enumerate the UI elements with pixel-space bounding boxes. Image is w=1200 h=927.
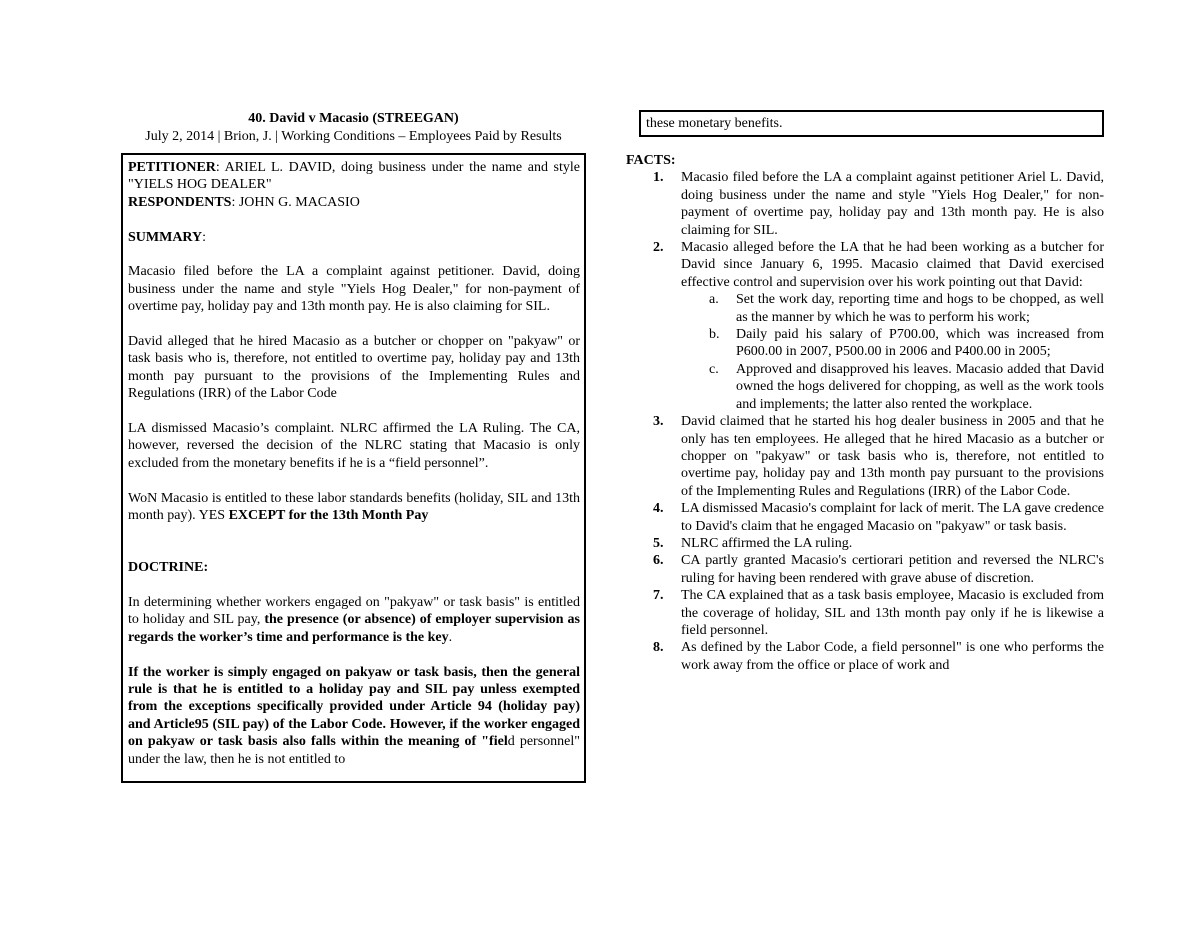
doctrine-p2-bold: If the worker is simply engaged on pakyaw or task basis, then the general rule is that he is entitled to a holiday pay and SIL pay unless exempted from the exceptions specifically provided under Article 94 (holiday pay) and Article95 (SIL pay) of the Labor Code. However, if the worker engaged on pakyaw or task basis also falls within the meaning of "fiel <box>128 664 580 750</box>
doctrine-p2-text: d personnel" under the law, then he is not entitled to <box>128 734 580 767</box>
subitem-letter: b. <box>709 327 720 343</box>
right-column <box>626 110 1104 674</box>
subitem-letter: a. <box>709 292 719 308</box>
subitem-text: Approved and disapproved his leaves. Macasio added that David owned the hogs delivered for chopping, as well as the work tools and implements; the latter also rented the workplace. <box>736 361 1104 412</box>
case-subtitle: July 2, 2014 | Brion, J. | Working Conditions – Employees Paid by Results <box>145 129 562 144</box>
summary-paragraph-2: David alleged that he hired Macasio as a butcher or chopper on "pakyaw" or task basis who is, therefore, not entitled to overtime pay, holiday pay and 13th month pay pursuant to the provisions of the Implementing Rules and Regulations (IRR) of the Labor Code <box>128 334 580 402</box>
fact-number: 3. <box>653 414 664 430</box>
summary-heading <box>128 229 580 246</box>
left-column <box>121 110 586 783</box>
doctrine-heading <box>128 559 580 576</box>
facts-list <box>626 169 1104 674</box>
respondents-label: RESPONDENTS <box>128 194 232 210</box>
fact-number: 1. <box>653 170 664 186</box>
case-title: 40. David v Macasio (STREEGAN) <box>248 111 459 126</box>
fact-subitem <box>681 361 1104 413</box>
doctrine-p1-end: . <box>448 629 453 645</box>
issue-text: WoN Macasio is entitled to these labor standards benefits (holiday, SIL and 13th month pay). YES <box>128 490 580 524</box>
fact-item <box>626 535 1104 552</box>
fact-number: 5. <box>653 535 664 551</box>
fact-text: Macasio filed before the LA a complaint against petitioner Ariel L. David, doing business under the name and style "Yiels Hog Dealer," for non-payment of overtime pay, holiday pay and 13th month pay. He is also claiming for SIL. <box>681 170 1104 238</box>
petitioner-value: : ARIEL L. DAVID, doing business under the name and style "YIELS HOG DEALER" <box>128 160 580 193</box>
fact-number: 8. <box>653 640 664 656</box>
fact-item <box>626 413 1104 500</box>
doctrine-p1-bold: the presence (or absence) of employer supervision as regards the worker’s time and performance is the key <box>128 612 580 645</box>
fact-text: Macasio alleged before the LA that he had been working as a butcher for David since January 6, 1995. Macasio claimed that David exercised effective control and supervision over his work pointing out that David: <box>681 240 1104 290</box>
facts-heading: FACTS: <box>626 153 676 168</box>
doctrine-paragraph-2 <box>128 664 580 768</box>
fact-text: David claimed that he started his hog dealer business in 2005 and that he only has ten employees. He alleged that he hired Macasio as a butcher or chopper on "pakyaw" or task basis who is, therefore, not entitled to overtime pay, holiday pay and 13th month pay pursuant to the provisions of the Implementing Rules and Regulations (IRR) of the Labor Code. <box>681 414 1104 499</box>
fact-text: CA partly granted Macasio's certiorari petition and reversed the NLRC's ruling for having been rendered with grave abuse of discretion. <box>681 553 1104 586</box>
respondents-value: : JOHN G. MACASIO <box>231 194 360 210</box>
doctrine-paragraph-1 <box>128 594 580 646</box>
subitem-text: Daily paid his salary of P700.00, which was increased from P600.00 in 2007, P500.00 in 2006 and P400.00 in 2005; <box>736 327 1104 360</box>
doctrine-label: DOCTRINE: <box>128 560 209 576</box>
fact-number: 2. <box>653 240 664 256</box>
summary-box <box>121 153 586 783</box>
doctrine-p1-text: In determining whether workers engaged on "pakyaw" or task basis" is entitled to holiday and SIL pay, <box>128 595 580 628</box>
fact-item <box>626 500 1104 535</box>
fact-number: 6. <box>653 553 664 569</box>
fact-sublist <box>681 291 1104 413</box>
petitioner-line <box>128 159 580 194</box>
fact-number: 4. <box>653 501 664 517</box>
fact-item <box>626 552 1104 587</box>
petitioner-label: PETITIONER <box>128 160 216 175</box>
subitem-text: Set the work day, reporting time and hogs to be chopped, as well as the manner by which he was to perform his work; <box>736 292 1104 325</box>
issue-paragraph <box>128 490 580 525</box>
fact-number: 7. <box>653 588 664 604</box>
fact-item <box>626 169 1104 239</box>
fact-text: The CA explained that as a task basis employee, Macasio is excluded from the coverage of holiday, SIL and 13th month pay only if he is likewise a field personnel. <box>681 588 1104 638</box>
summary-paragraph-3: LA dismissed Macasio’s complaint. NLRC affirmed the LA Ruling. The CA, however, reversed the decision of the NLRC stating that Macasio is only excluded from the monetary benefits if he is a “field personnel”. <box>128 421 580 471</box>
fact-text: NLRC affirmed the LA ruling. <box>681 535 853 551</box>
issue-exception: EXCEPT for the 13th Month Pay <box>228 508 429 524</box>
continuation-box <box>639 110 1104 137</box>
fact-text: As defined by the Labor Code, a field personnel" is one who performs the work away from the office or place of work and <box>681 640 1104 673</box>
fact-subitem <box>681 291 1104 326</box>
summary-paragraph-1: Macasio filed before the LA a complaint against petitioner. David, doing business under the name and style "Yiels Hog Dealer," for non-payment of overtime pay, holiday pay and 13th month pay. He is also claiming for SIL. <box>128 264 580 315</box>
fact-subitem <box>681 326 1104 361</box>
fact-text: LA dismissed Macasio's complaint for lack of merit. The LA gave credence to David's claim that he engaged Macasio on "pakyaw" or task basis. <box>681 501 1104 534</box>
summary-label: SUMMARY <box>128 229 203 245</box>
continuation-text: these monetary benefits. <box>646 116 783 131</box>
summary-colon: : <box>202 229 207 245</box>
respondents-line <box>128 194 580 211</box>
fact-item <box>626 587 1104 639</box>
subitem-letter: c. <box>709 361 719 377</box>
fact-item <box>626 239 1104 413</box>
fact-item <box>626 639 1104 674</box>
